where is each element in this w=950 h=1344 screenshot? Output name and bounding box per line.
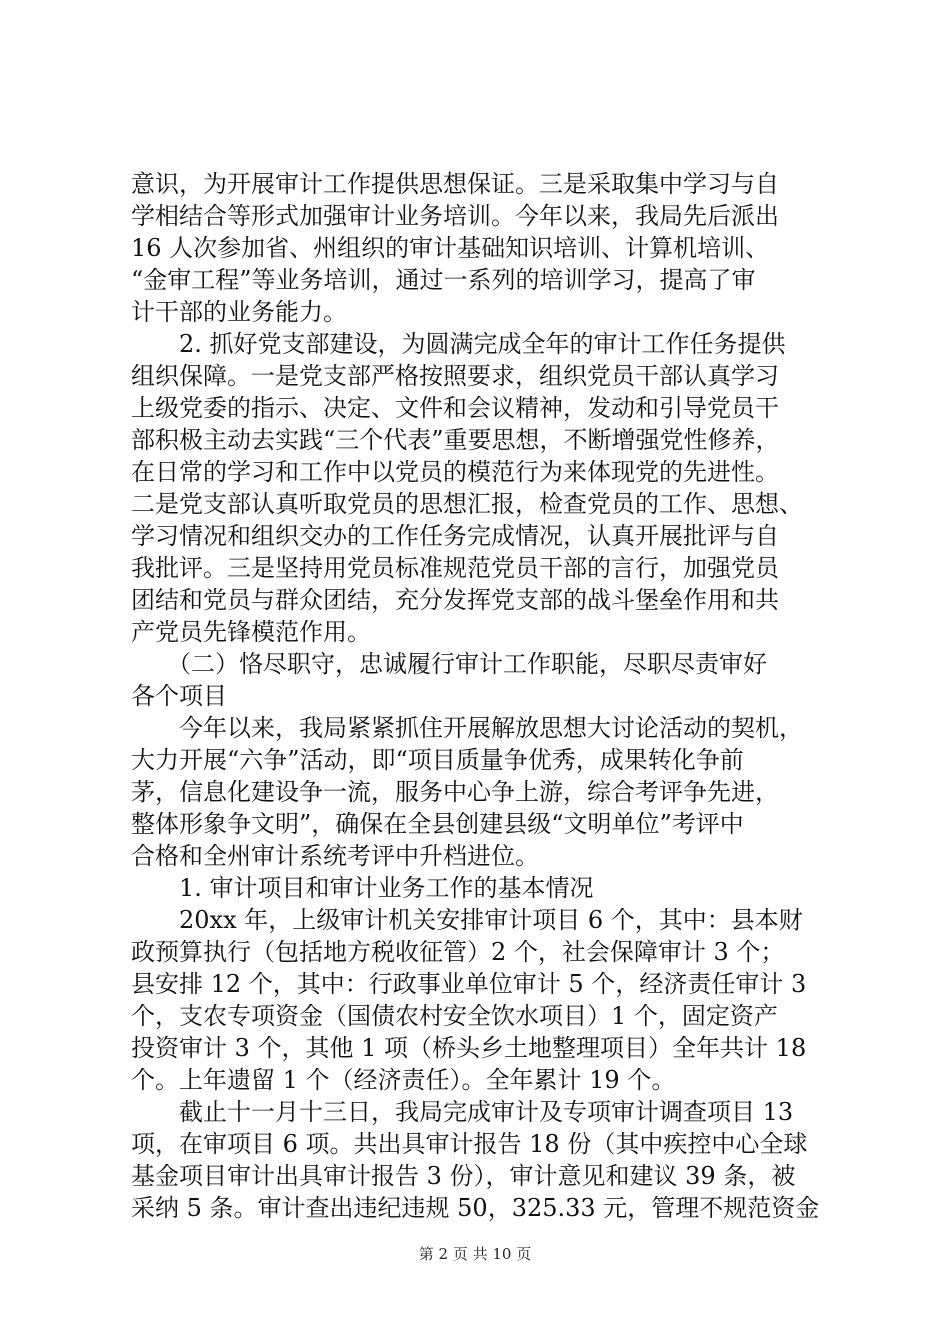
text-line: 个。上年遗留 1 个（经济责任）。全年累计 19 个。 — [131, 1066, 676, 1094]
text-line: 部积极主动去实践“三个代表”重要思想，不断增强党性修养， — [131, 426, 780, 454]
text-line: 各个项目 — [131, 682, 227, 710]
text-line: 在日常的学习和工作中以党员的模范行为来体现党的先进性。 — [131, 458, 779, 486]
page-footer: 第 2 页 共 10 页 — [418, 1245, 532, 1263]
text-line: 二是党支部认真听取党员的思想汇报，检查党员的工作、思想、 — [131, 490, 803, 518]
text-line: 采纳 5 条。审计查出违纪违规 50，325.33 元，管理不规范资金 — [131, 1194, 820, 1222]
text-line: 上级党委的指示、决定、文件和会议精神，发动和引导党员干 — [131, 394, 779, 422]
text-line: 学相结合等形式加强审计业务培训。今年以来，我局先后派出 — [131, 202, 779, 230]
text-line: 16 人次参加省、州组织的审计基础知识培训、计算机培训、 — [131, 234, 770, 262]
text-line: 基金项目审计出具审计报告 3 份），审计意见和建议 39 条，被 — [131, 1162, 796, 1190]
text-line: 意识，为开展审计工作提供思想保证。三是采取集中学习与自 — [131, 170, 779, 198]
text-line: 整体形象争文明”，确保在全县创建县级“文明单位”考评中 — [131, 810, 744, 838]
text-line: 个，支农专项资金（国债农村安全饮水项目）1 个，固定资产 — [131, 1002, 778, 1030]
text-line: 茅，信息化建设争一流，服务中心争上游，综合考评争先进， — [131, 778, 779, 806]
text-line: 县安排 12 个，其中：行政事业单位审计 5 个，经济责任审计 3 — [131, 970, 807, 998]
text-line: 团结和党员与群众团结，充分发挥党支部的战斗堡垒作用和共 — [131, 586, 779, 614]
text-line: 计干部的业务能力。 — [131, 298, 347, 326]
text-line: 组织保障。一是党支部严格按照要求，组织党员干部认真学习 — [131, 362, 779, 390]
text-line: “金审工程”等业务培训，通过一系列的培训学习，提高了审 — [131, 266, 756, 294]
text-line: 今年以来，我局紧紧抓住开展解放思想大讨论活动的契机， — [131, 714, 803, 742]
text-line: （二）恪尽职守，忠诚履行审计工作职能，尽职尽责审好 — [131, 650, 767, 678]
text-line: 2. 抓好党支部建设，为圆满完成全年的审计工作任务提供 — [131, 330, 786, 358]
text-line: 合格和全州审计系统考评中升档进位。 — [131, 842, 539, 870]
text-line: 项，在审项目 6 项。共出具审计报告 18 份（其中疾控中心全球 — [131, 1130, 808, 1158]
text-line: 学习情况和组织交办的工作任务完成情况，认真开展批评与自 — [131, 522, 779, 550]
text-line: 我批评。三是坚持用党员标准规范党员干部的言行，加强党员 — [131, 554, 779, 582]
text-line: 政预算执行（包括地方税收征管）2 个，社会保障审计 3 个； — [131, 938, 785, 966]
text-line: 大力开展“六争”活动，即“项目质量争优秀，成果转化争前 — [131, 746, 744, 774]
text-line: 截止十一月十三日，我局完成审计及专项审计调查项目 13 — [131, 1098, 794, 1126]
text-line: 1. 审计项目和审计业务工作的基本情况 — [131, 874, 594, 902]
text-line: 20xx 年，上级审计机关安排审计项目 6 个，其中：县本财 — [131, 906, 803, 934]
text-line: 产党员先锋模范作用。 — [131, 618, 371, 646]
body-text — [131, 168, 831, 1224]
text-line: 投资审计 3 个，其他 1 项（桥头乡土地整理项目）全年共计 18 — [131, 1034, 807, 1062]
